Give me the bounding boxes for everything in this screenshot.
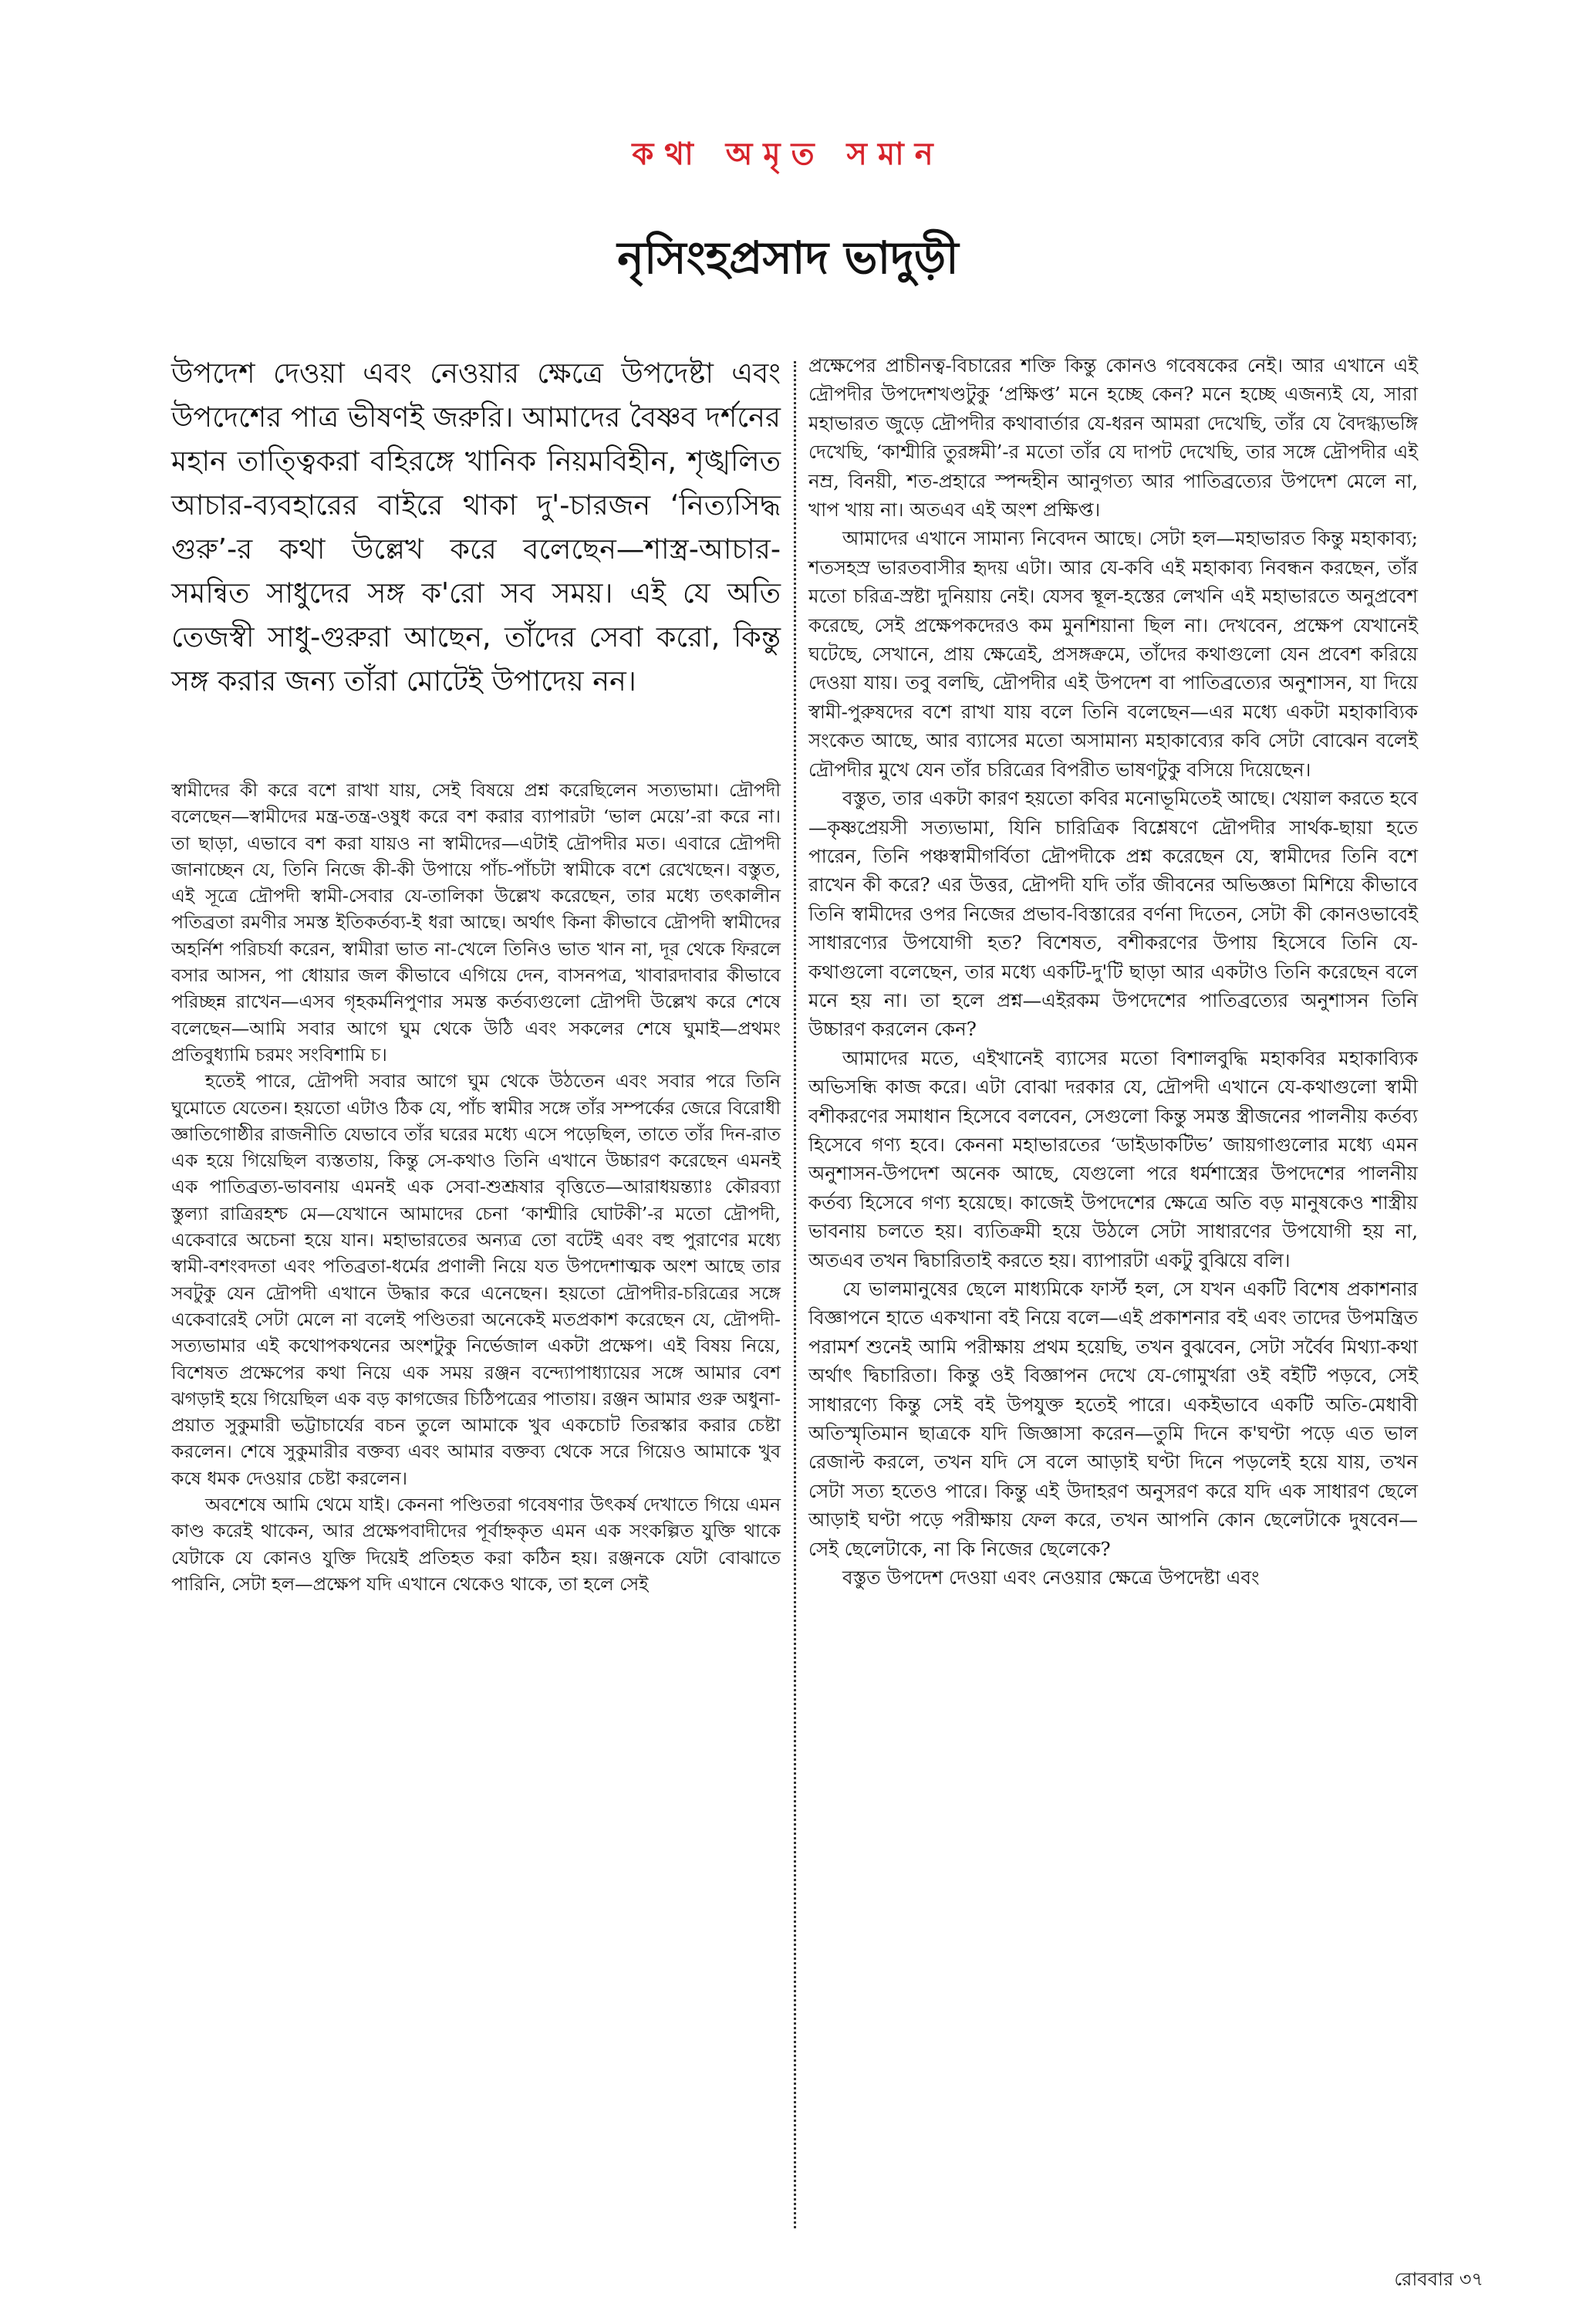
body-paragraph: স্বামীদের কী করে বশে রাখা যায়, সেই বিষয়ে প্রশ্ন করেছিলেন সত্যভামা। দ্রৌপদী বলেছেন—স্বামীদের মন্ত্র-তন্ত্র-ওষুধ করে বশ করার ব্যাপারটা ‘ভাল মেয়ে’-রা করে না। তা ছাড়া, এভাবে বশ করা যায়ও না স্বামীদের—এটাই দ্রৌপদীর মত। এবারে দ্রৌপদী জানাচ্ছেন যে, তিনি নিজে কী-কী উপায়ে পাঁচ-পাঁচটা স্বামীকে বশে রেখেছেন। বস্তুত, এই সূত্রে দ্রৌপদী স্বামী-সেবার যে-তালিকা উল্লেখ করেছেন, তার মধ্যে তৎকালীন পতিব্রতা রমণীর সমস্ত ইতিকর্তব্য-ই ধরা আছে। অর্থাৎ কিনা কীভাবে দ্রৌপদী স্বামীদের অহর্নিশ পরিচর্যা করেন, স্বামীরা ভাত না-খেলে তিনিও ভাত খান না, দূর থেকে ফিরলে বসার আসন, পা ধোয়ার জল কীভাবে এগিয়ে দেন, বাসনপত্র, খাবারদাবার কীভাবে পরিচ্ছন্ন রাখেন—এসব গৃহকর্মনিপুণার সমস্ত কর্তব্যগুলো দ্রৌপদী উল্লেখ করে শেষে বলেছেন—আমি সবার আগে ঘুম থেকে উঠি এবং সকলের শেষে ঘুমাই—প্রথমং প্রতিবুধ্যামি চরমং সংবিশামি চ। bbox=[171, 779, 781, 1066]
body-paragraph: যে ভালমানুষের ছেলে মাধ্যমিকে ফার্স্ট হল, সে যখন একটি বিশেষ প্রকাশনার বিজ্ঞাপনে হাতে একখানা বই নিয়ে বলে—এই প্রকাশনার বই এবং তাদের উপমন্ত্রিত পরামর্শ শুনেই আমি পরীক্ষায় প্রথম হয়েছি, তখন বুঝবেন, সেটা সর্বৈব মিথ্যা-কথা অর্থাৎ দ্বিচারিতা। কিন্তু ওই বিজ্ঞাপন দেখে যে-গোমুর্খরা ওই বইটি পড়বে, সেই সাধারণ্যে কিন্তু সেই বই উপযুক্ত হতেই পারে। একইভাবে একটি অতি-মেধাবী অতিস্মৃতিমান ছাত্রকে যদি জিজ্ঞাসা করেন—তুমি দিনে ক'ঘণ্টা পড়ে এত ভাল রেজাল্ট করলে, তখন যদি সে বলে আড়াই ঘণ্টা দিনে পড়লেই হয়ে যায়, তখন সেটা সত্য হতেও পারে। কিন্তু এই উদাহরণ অনুসরণ করে যদি এক সাধারণ ছেলে আড়াই ঘণ্টা পড়ে পরীক্ষায় ফেল করে, তখন আপনি কোন ছেলেটাকে দুষবেন—সেই ছেলেটাকে, না কি নিজের ছেলেকে? bbox=[808, 1278, 1418, 1560]
body-paragraph: বস্তুত, তার একটা কারণ হয়তো কবির মনোভূমিতেই আছে। খেয়াল করতে হবে—কৃষ্ণপ্রেয়সী সত্যভামা, যিনি চারিত্রিক বিশ্লেষণে দ্রৌপদীর সার্থক-ছায়া হতে পারেন, তিনি পঞ্চস্বামীগর্বিতা দ্রৌপদীকে প্রশ্ন করেছেন যে, স্বামীদের তিনি বশে রাখেন কী করে? এর উত্তর, দ্রৌপদী যদি তাঁর জীবনের অভিজ্ঞতা মিশিয়ে কীভাবে তিনি স্বামীদের ওপর নিজের প্রভাব-বিস্তারের বর্ণনা দিতেন, সেটা কী কোনওভাবেই সাধারণ্যের উপযোগী হত? বিশেষত, বশীকরণের উপায় হিসেবে তিনি যে-কথাগুলো বলেছেন, তার মধ্যে একটি-দু'টি ছাড়া আর একটাও তিনি করেছেন বলে মনে হয় না। তা হলে প্রশ্ন—এইরকম উপদেশের পাতিব্রত্যের অনুশাসন তিনি উচ্চারণ করলেন কেন? bbox=[808, 787, 1418, 1041]
right-column bbox=[808, 351, 1418, 1592]
left-column bbox=[171, 351, 781, 1597]
body-paragraph: বস্তুত উপদেশ দেওয়া এবং নেওয়ার ক্ষেত্রে উপদেষ্টা এবং bbox=[842, 1566, 1260, 1589]
author-name: নৃসিংহপ্রসাদ ভাদুড়ী bbox=[617, 231, 959, 284]
body-paragraph: অবশেষে আমি থেমে যাই। কেননা পণ্ডিতরা গবেষণার উৎকর্ষ দেখাতে গিয়ে এমন কাণ্ড করেই থাকেন, আর প্রক্ষেপবাদীদের পূর্বাহ্নকৃত এমন এক সংকল্পিত যুক্তি থাকে যেটাকে যে কোনও যুক্তি দিয়েই প্রতিহত করা কঠিন হয়। রঞ্জনকে যেটা বোঝাতে পারিনি, সেটা হল—প্রক্ষেপ যদি এখানে থেকেও থাকে, তা হলে সেই bbox=[171, 1494, 781, 1595]
series-title: কথা অমৃত সমান bbox=[632, 137, 944, 172]
body-paragraph: হতেই পারে, দ্রৌপদী সবার আগে ঘুম থেকে উঠতেন এবং সবার পরে তিনি ঘুমোতে যেতেন। হয়তো এটাও ঠিক যে, পাঁচ স্বামীর সঙ্গে তাঁর সম্পর্কের জেরে বিরোধী জ্ঞাতিগোষ্ঠীর রাজনীতি যেভাবে তাঁর ঘরের মধ্যে এসে পড়েছিল, তাতে তাঁর দিন-রাত এক হয়ে গিয়েছিল ব্যস্ততায়, কিন্তু সে-কথাও তিনি এখানে উচ্চারণ করেছেন এমনই এক পাতিব্রত্য-ভাবনায় এমনই এক সেবা-শুশ্রূষার বৃত্তিতে—আরাধয়ন্ত্যাঃ কৌরব্যা স্তুল্যা রাত্রিরহশ্চ মে—যেখানে আমাদের চেনা ‘কাশ্মীরি ঘোটকী’-র মতো দ্রৌপদী, একেবারে অচেনা হয়ে যান। মহাভারতের অন্যত্র তো বটেই এবং বহু পুরাণের মধ্যে স্বামী-বশংবদতা এবং পতিব্রতা-ধর্মের প্রণালী নিয়ে যত উপদেশাত্মক অংশ আছে তার সবটুকু যেন দ্রৌপদী এখানে উদ্ধার করে এনেছেন। হয়তো দ্রৌপদীর-চরিত্রের সঙ্গে একেবারেই সেটা মেলে না বলেই পণ্ডিতরা অনেকেই মতপ্রকাশ করেছেন যে, দ্রৌপদী-সত্যভামার এই কথোপকথনের অংশটুকু নির্ভেজাল একটা প্রক্ষেপ। এই বিষয় নিয়ে, বিশেষত প্রক্ষেপের কথা নিয়ে এক সময় রঞ্জন বন্দ্যোপাধ্যায়ের সঙ্গে আমার বেশ ঝগড়াই হয়ে গিয়েছিল এক বড় কাগজের চিঠিপত্রের পাতায়। রঞ্জন আমার গুরু অধুনা-প্রয়াত সুকুমারী ভট্টাচার্যের বচন তুলে আমাকে খুব একচোট তিরস্কার করার চেষ্টা করলেন। শেষে সুকুমারীর বক্তব্য এবং আমার বক্তব্য থেকে সরে গিয়েও আমাকে খুব কষে ধমক দেওয়ার চেষ্টা করলেন। bbox=[171, 1070, 781, 1489]
pull-quote: উপদেশ দেওয়া এবং নেওয়ার ক্ষেত্রে উপদেষ্টা এবং উপদেশের পাত্র ভীষণই জরুরি। আমাদের বৈষ্ণব দর্শনের মহান তাত্ত্বিকরা বহিরঙ্গে খানিক নিয়মবিহীন, শৃঙ্খলিত আচার-ব্যবহারের বাইরে থাকা দু'-চারজন ‘নিত্যসিদ্ধ গুরু’-র কথা উল্লেখ করে বলেছেন—শাস্ত্র-আচার-সমন্বিত সাধুদের সঙ্গ ক'রো সব সময়। এই যে অতি তেজস্বী সাধু-গুরুরা আছেন, তাঁদের সেবা করো, কিন্তু সঙ্গ করার জন্য তাঁরা মোটেই উপাদেয় নন। bbox=[171, 356, 781, 698]
body-paragraph: আমাদের মতে, এইখানেই ব্যাসের মতো বিশালবুদ্ধি মহাকবির মহাকাব্যিক অভিসন্ধি কাজ করে। এটা বোঝা দরকার যে, দ্রৌপদী এখানে যে-কথাগুলো স্বামী বশীকরণের সমাধান হিসেবে বলবেন, সেগুলো কিন্তু সমস্ত স্ত্রীজনের পালনীয় কর্তব্য হিসেবে গণ্য হবে। কেননা মহাভারতের ‘ডাইডাকটিভ’ জায়গাগুলোর মধ্যে এমন অনুশাসন-উপদেশ অনেক আছে, যেগুলো পরে ধর্মশাস্ত্রের উপদেশের পালনীয় কর্তব্য হিসেবে গণ্য হয়েছে। কাজেই উপদেশের ক্ষেত্রে অতি বড় মানুষকেও শাস্ত্রীয় ভাবনায় চলতে হয়। ব্যতিক্রমী হয়ে উঠলে সেটা সাধারণের উপযোগী হয় না, অতএব তখন দ্বিচারিতাই করতে হয়। ব্যাপারটা একটু বুঝিয়ে বলি। bbox=[808, 1046, 1418, 1272]
body-paragraph: প্রক্ষেপের প্রাচীনত্ব-বিচারের শক্তি কিন্তু কোনও গবেষকের নেই। আর এখানে এই দ্রৌপদীর উপদেশখণ্ডটুকু ‘প্রক্ষিপ্ত’ মনে হচ্ছে কেন? মনে হচ্ছে এজন্যই যে, সারা মহাভারত জুড়ে দ্রৌপদীর কথাবার্তার যে-ধরন আমরা দেখেছি, তাঁর যে বৈদগ্ধ্যভঙ্গি দেখেছি, ‘কাশ্মীরি তুরঙ্গমী’-র মতো তাঁর যে দাপট দেখেছি, তার সঙ্গে দ্রৌপদীর এই নম্র, বিনয়ী, শত-প্রহারে স্পন্দহীন আনুগত্য আর পাতিব্রত্যের উপদেশ মেলে না, খাপ খায় না। অতএব এই অংশ প্রক্ষিপ্ত। bbox=[808, 354, 1418, 522]
page-footer: রোববার ৩৭ bbox=[1394, 2268, 1483, 2290]
column-divider bbox=[794, 361, 796, 2228]
body-paragraph: আমাদের এখানে সামান্য নিবেদন আছে। সেটা হল—মহাভারত কিন্তু মহাকাব্য; শতসহস্র ভারতবাসীর হৃদয় এটা। আর যে-কবি এই মহাকাব্য নিবন্ধন করছেন, তাঁর মতো চরিত্র-স্রষ্টা দুনিয়ায় নেই। যেসব স্থূল-হস্তের লেখনি এই মহাভারতে অনুপ্রবেশ করেছে, সেই প্রক্ষেপকদেরও কম মুনশিয়ানা ছিল না। দেখবেন, প্রক্ষেপ যেখানেই ঘটেছে, সেখানে, প্রায় ক্ষেত্রেই, প্রসঙ্গক্রমে, তাঁদের কথাগুলো যেন প্রবেশ করিয়ে দেওয়া যায়। তবু বলছি, দ্রৌপদীর এই উপদেশ বা পাতিব্রত্যের অনুশাসন, যা দিয়ে স্বামী-পুরুষদের বশে রাখা যায় বলে তিনি বলেছেন—এর মধ্যে একটা মহাকাব্যিক সংকেত আছে, আর ব্যাসের মতো অসামান্য মহাকাব্যের কবি সেটা বোঝেন বলেই দ্রৌপদীর মুখে যেন তাঁর চরিত্রের বিপরীত ভাষণটুকু বসিয়ে দিয়েছেন। bbox=[808, 527, 1418, 781]
